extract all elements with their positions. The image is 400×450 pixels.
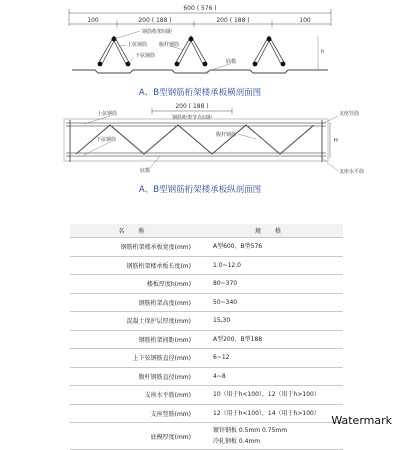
row-name: 钢筋桁架楼承板宽度(mm): [70, 238, 199, 257]
row-value-line: A型200、B型188: [213, 335, 263, 343]
header-name: 名 称: [70, 224, 199, 238]
row-value-line: 10（用于h<100），12（用于h>100）: [213, 391, 320, 399]
row-name: 腹杆钢筋直径(mm): [70, 367, 199, 386]
header-spec: 规 格: [199, 224, 343, 238]
row-value-line: 80~370: [213, 280, 238, 288]
row-value: [199, 423, 343, 450]
label-web-bar: 腹杆钢筋: [216, 132, 237, 138]
label-upper-bar: 上弦钢筋: [127, 42, 148, 48]
row-name: 支座水平筋(mm): [70, 386, 199, 405]
longitudinal-caption: A、B型钢筋桁架楼承板纵剖面图: [138, 185, 262, 195]
row-value: [199, 367, 343, 386]
table-row: [70, 312, 343, 331]
leader-lines: [84, 116, 338, 171]
label-deck: 底模: [140, 168, 151, 174]
node-spacing-dim: 200 ( 188 ): [175, 103, 209, 110]
label-web-bar: 腹杆钢筋: [159, 42, 180, 48]
table-row: [70, 404, 343, 423]
label-lower-bar: 下弦钢筋: [135, 53, 156, 59]
table-row: [70, 349, 343, 368]
row-value-line: 15,30: [213, 317, 231, 325]
table-row: [70, 293, 343, 312]
table-row: [70, 423, 343, 450]
row-name: 钢筋桁架楼承板长度(m): [70, 256, 199, 275]
dim-label-4: 100: [299, 17, 311, 24]
row-name: 底模厚度(mm): [70, 423, 199, 450]
table-row: [70, 275, 343, 294]
dim-label-3: 200 ( 188 ): [216, 17, 250, 24]
row-value: [199, 349, 343, 368]
row-value-line: 12（用于h<100），14（用于h>100）: [213, 409, 320, 417]
table-row: [70, 330, 343, 349]
label-truss-spacing: 钢筋桁架间距: [142, 29, 173, 35]
dim-label-2: 200 ( 188 ): [138, 17, 172, 24]
label-bearing-bar: 支座竖筋: [339, 111, 360, 117]
row-name: 上下弦钢筋直径(mm): [70, 349, 199, 368]
leader-lines: [114, 31, 318, 72]
row-value: [199, 404, 343, 423]
row-value-line: 镀锌钢板 0.5mm 0.75mm: [213, 427, 288, 434]
rebar-dots: [98, 37, 286, 67]
row-value: [199, 330, 343, 349]
row-value-line: 50~340: [213, 298, 238, 306]
label-upper-bar: 上弦钢筋: [97, 111, 118, 117]
row-value: [199, 293, 343, 312]
row-value-line: 4~8: [213, 372, 226, 380]
watermark: Watermark: [331, 414, 392, 427]
row-name: 楼板厚度h(mm): [70, 275, 199, 294]
longitudinal-diagram: [0, 98, 400, 182]
table-row: [70, 238, 343, 257]
row-value-line: 1.0~12.0: [213, 261, 241, 269]
row-value-line: 6~12: [213, 354, 230, 362]
row-name: 钢筋桁架间距(mm): [70, 330, 199, 349]
label-height: H: [334, 138, 338, 144]
row-name: 钢筋桁架高度(mm): [70, 293, 199, 312]
row-name: 混凝土保护层厚度(mm): [70, 312, 199, 331]
label-horizontal-bar: 支座水平筋: [339, 169, 365, 175]
table-row: [70, 256, 343, 275]
row-value-line: A型600、B型576: [213, 243, 263, 251]
row-value: [199, 238, 343, 257]
row-name: 支座竖筋(mm): [70, 404, 199, 423]
node-spacing-label: 钢筋桁架节点间距: [171, 115, 213, 121]
label-height: h: [321, 49, 325, 55]
deck-plate: [72, 70, 328, 73]
table-header-row: [70, 224, 343, 238]
row-value: [199, 386, 343, 405]
spec-table: [70, 224, 343, 450]
table-row: [70, 367, 343, 386]
row-value: [199, 256, 343, 275]
label-lower-bar: 下弦钢筋: [96, 137, 117, 143]
label-deck: 底模: [226, 59, 237, 65]
table-row: [70, 386, 343, 405]
cross-section-caption: A、B型钢筋桁架楼承板横剖面图: [138, 88, 262, 98]
cross-section-diagram: [0, 0, 400, 90]
dim-label-1: 100: [87, 17, 99, 24]
row-value-line: 冷轧钢板 0.4mm: [213, 438, 261, 445]
row-value: [199, 275, 343, 294]
total-width-label: 600 ( 576 ): [183, 5, 217, 12]
row-value: [199, 312, 343, 331]
